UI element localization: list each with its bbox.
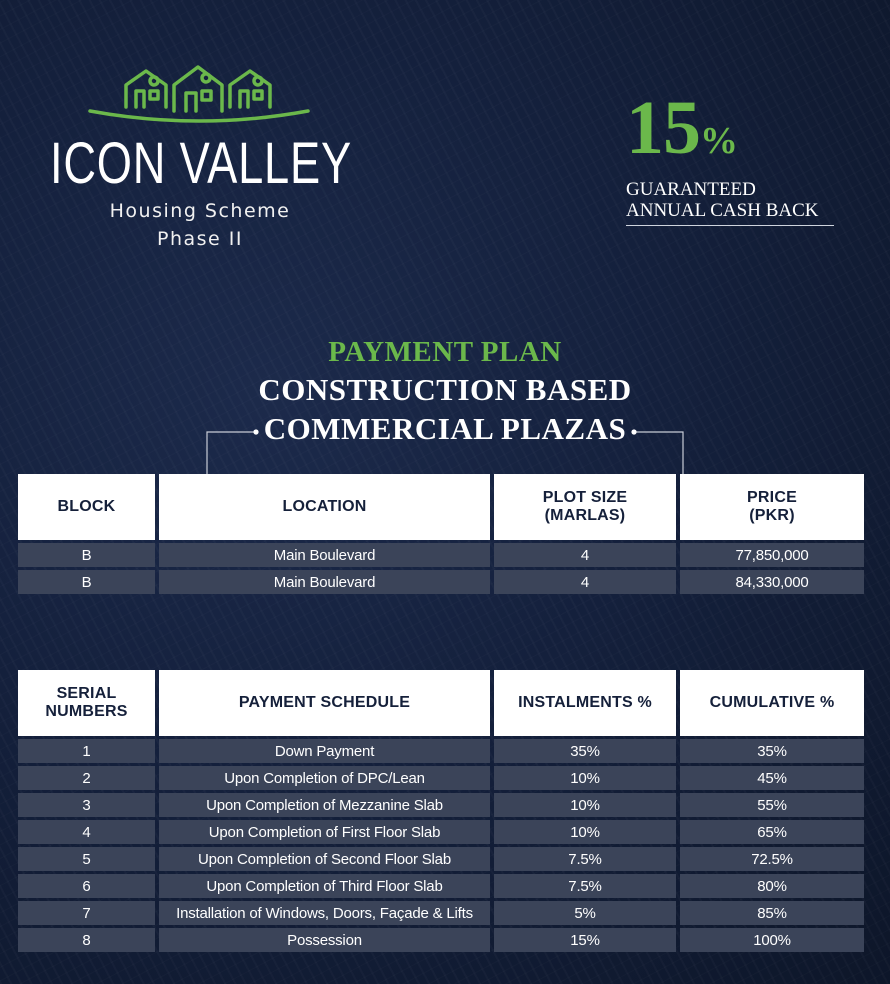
cell-instalment: 10% bbox=[494, 820, 676, 844]
cell-schedule: Possession bbox=[159, 928, 490, 952]
icon-valley-logo bbox=[40, 55, 360, 255]
cell-instalment: 7.5% bbox=[494, 874, 676, 898]
cell-block: B bbox=[18, 543, 155, 567]
cashback-number: 15 bbox=[626, 86, 700, 170]
cell-instalment: 5% bbox=[494, 901, 676, 925]
header-serial-line2: NUMBERS bbox=[45, 703, 128, 720]
pricing-table-header bbox=[18, 474, 864, 540]
construction-based-heading: CONSTRUCTION BASED bbox=[258, 372, 632, 407]
cell-serial: 3 bbox=[18, 793, 155, 817]
header-cumulative: CUMULATIVE % bbox=[680, 670, 864, 736]
table-row bbox=[18, 543, 864, 567]
logo-subtitle-line1: Housing Scheme bbox=[109, 200, 291, 222]
cell-size: 4 bbox=[494, 543, 676, 567]
cashback-line1: GUARANTEED bbox=[626, 179, 756, 200]
table-row bbox=[18, 793, 864, 817]
cell-instalment: 35% bbox=[494, 739, 676, 763]
header-plot-size bbox=[494, 474, 676, 540]
cell-price: 84,330,000 bbox=[680, 570, 864, 594]
table-row bbox=[18, 928, 864, 952]
header-instalments: INSTALMENTS % bbox=[494, 670, 676, 736]
cashback-badge bbox=[626, 86, 846, 226]
payment-schedule-table bbox=[18, 670, 864, 952]
logo-subtitle-line2: Phase II bbox=[157, 228, 243, 250]
header-payment-schedule: PAYMENT SCHEDULE bbox=[159, 670, 490, 736]
schedule-table-body bbox=[18, 739, 864, 952]
pricing-table-body bbox=[18, 543, 864, 594]
header-price bbox=[680, 474, 864, 540]
header-block: BLOCK bbox=[18, 474, 155, 540]
header-plot-size-line2: (MARLAS) bbox=[544, 507, 626, 524]
cell-size: 4 bbox=[494, 570, 676, 594]
commercial-plazas-heading: COMMERCIAL PLAZAS bbox=[263, 411, 627, 446]
cell-instalment: 15% bbox=[494, 928, 676, 952]
table-row bbox=[18, 820, 864, 844]
cell-instalment: 7.5% bbox=[494, 847, 676, 871]
header-plot-size-line1: PLOT SIZE bbox=[542, 489, 628, 506]
table-row bbox=[18, 570, 864, 594]
cell-cumulative: 35% bbox=[680, 739, 864, 763]
houses-logo-icon bbox=[88, 61, 310, 127]
cell-cumulative: 85% bbox=[680, 901, 864, 925]
cell-schedule: Upon Completion of DPC/Lean bbox=[159, 766, 490, 790]
heading-bracket-decoration bbox=[206, 428, 684, 474]
cashback-percent-sign: % bbox=[700, 120, 737, 162]
cell-instalment: 10% bbox=[494, 766, 676, 790]
table-row bbox=[18, 739, 864, 763]
schedule-table-header bbox=[18, 670, 864, 736]
cell-serial: 4 bbox=[18, 820, 155, 844]
cell-schedule: Upon Completion of Third Floor Slab bbox=[159, 874, 490, 898]
cell-instalment: 10% bbox=[494, 793, 676, 817]
cell-schedule: Upon Completion of First Floor Slab bbox=[159, 820, 490, 844]
cell-serial: 2 bbox=[18, 766, 155, 790]
cell-location: Main Boulevard bbox=[159, 543, 490, 567]
table-row bbox=[18, 847, 864, 871]
cell-cumulative: 55% bbox=[680, 793, 864, 817]
cell-schedule: Upon Completion of Second Floor Slab bbox=[159, 847, 490, 871]
cell-schedule: Upon Completion of Mezzanine Slab bbox=[159, 793, 490, 817]
table-row bbox=[18, 766, 864, 790]
cell-cumulative: 45% bbox=[680, 766, 864, 790]
logo-subtitle bbox=[40, 197, 360, 253]
cell-serial: 8 bbox=[18, 928, 155, 952]
cell-cumulative: 72.5% bbox=[680, 847, 864, 871]
cell-price: 77,850,000 bbox=[680, 543, 864, 567]
header-location: LOCATION bbox=[159, 474, 490, 540]
cell-serial: 1 bbox=[18, 739, 155, 763]
header-price-line2: (PKR) bbox=[749, 507, 795, 524]
cell-serial: 7 bbox=[18, 901, 155, 925]
header-price-line1: PRICE bbox=[747, 489, 797, 506]
cell-schedule: Installation of Windows, Doors, Façade & Lifts bbox=[159, 901, 490, 925]
cell-schedule: Down Payment bbox=[159, 739, 490, 763]
logo-title: ICON VALLEY bbox=[50, 131, 352, 196]
cashback-percentage bbox=[626, 86, 846, 179]
cashback-line2: ANNUAL CASH BACK bbox=[626, 200, 819, 221]
cell-cumulative: 100% bbox=[680, 928, 864, 952]
header-serial-line1: SERIAL bbox=[56, 685, 117, 702]
table-row bbox=[18, 874, 864, 898]
cell-cumulative: 80% bbox=[680, 874, 864, 898]
cashback-underline bbox=[626, 225, 834, 226]
cell-block: B bbox=[18, 570, 155, 594]
cell-serial: 5 bbox=[18, 847, 155, 871]
header-serial bbox=[18, 670, 155, 736]
cell-location: Main Boulevard bbox=[159, 570, 490, 594]
pricing-table bbox=[18, 474, 864, 594]
payment-plan-heading: PAYMENT PLAN bbox=[328, 336, 562, 368]
cell-cumulative: 65% bbox=[680, 820, 864, 844]
cell-serial: 6 bbox=[18, 874, 155, 898]
table-row bbox=[18, 901, 864, 925]
